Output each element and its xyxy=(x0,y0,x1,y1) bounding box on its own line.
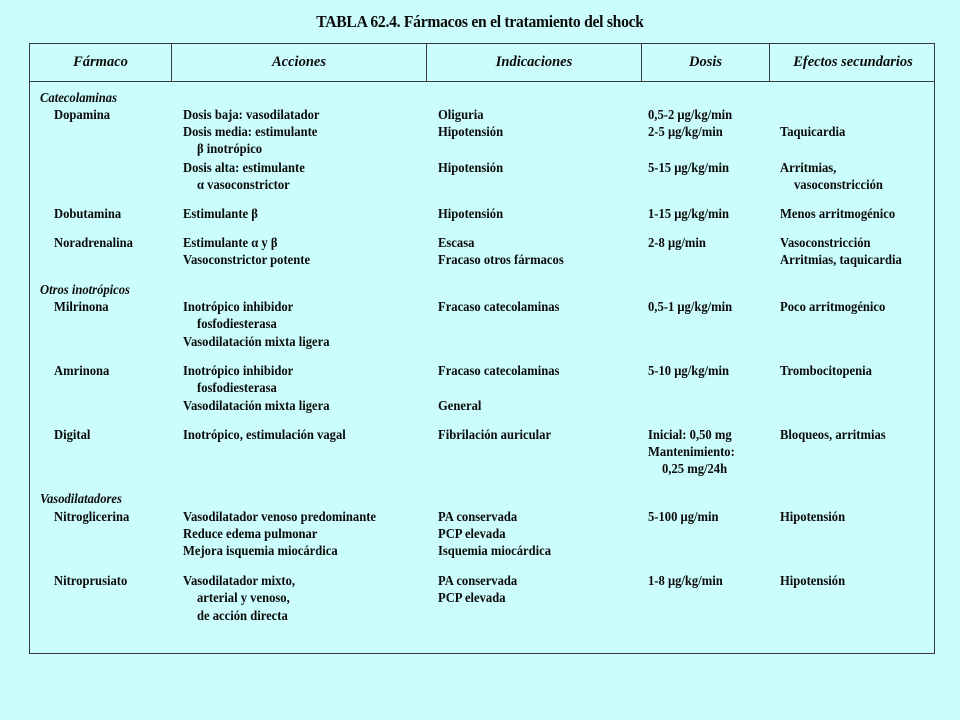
dose-text: Inicial: 0,50 mg xyxy=(648,428,732,443)
indication-text: PCP elevada xyxy=(438,591,506,606)
dose-text: 2-8 μg/min xyxy=(648,236,706,251)
action-text: Vasodilatador mixto, xyxy=(183,574,296,589)
indication-text: Hipotensión xyxy=(438,125,504,140)
drug-name: Nitroglicerina xyxy=(54,510,130,525)
indication-text: Fracaso catecolaminas xyxy=(438,364,560,379)
drug-name: Milrinona xyxy=(54,300,109,315)
action-text: Dosis alta: estimulante xyxy=(183,161,305,176)
dose-text: 2-5 μg/kg/min xyxy=(648,125,723,140)
indication-text: PA conservada xyxy=(438,574,518,589)
drug-name: Digital xyxy=(54,428,91,443)
action-text: Vasoconstrictor potente xyxy=(183,253,311,268)
header-indicaciones: Indicaciones xyxy=(427,44,642,81)
indication-text: Fracaso otros fármacos xyxy=(438,253,564,268)
side-effect-text: Hipotensión xyxy=(780,574,846,589)
side-effect-text: Menos arritmogénico xyxy=(780,207,896,222)
indication-text: Fibrilación auricular xyxy=(438,428,552,443)
drug-name: Dopamina xyxy=(54,108,111,123)
action-text: β inotrópico xyxy=(197,142,263,157)
action-text: Inotrópico inhibidor xyxy=(183,300,294,315)
dose-text: 0,5-1 μg/kg/min xyxy=(648,300,733,315)
side-effect-text: Poco arritmogénico xyxy=(780,300,886,315)
side-effect-text: Taquicardia xyxy=(780,125,846,140)
header-efectos: Efectos secundarios xyxy=(793,54,913,70)
dose-text: 1-15 μg/kg/min xyxy=(648,207,730,222)
action-text: fosfodiesterasa xyxy=(197,381,277,396)
action-text: Estimulante α y β xyxy=(183,236,278,251)
side-effect-text: Arritmias, taquicardia xyxy=(780,253,902,268)
action-text: arterial y venoso, xyxy=(197,591,290,606)
action-text: Estimulante β xyxy=(183,207,258,222)
dose-text: 0,5-2 μg/kg/min xyxy=(648,108,733,123)
action-text: Inotrópico, estimulación vagal xyxy=(183,428,346,443)
side-effect-text: Vasoconstricción xyxy=(780,236,871,251)
category-label: Catecolaminas xyxy=(40,91,118,106)
indication-text: Isquemia miocárdica xyxy=(438,544,552,559)
category-label: Otros inotrópicos xyxy=(40,283,130,298)
dose-text: 5-100 μg/min xyxy=(648,510,719,525)
header-farmaco: Fármaco xyxy=(30,44,172,81)
side-effect-text: Arritmias, xyxy=(780,161,837,176)
indication-text: Oliguria xyxy=(438,108,484,123)
dose-text: 5-15 μg/kg/min xyxy=(648,161,730,176)
side-effect-text: vasoconstricción xyxy=(794,178,883,193)
action-text: Mejora isquemia miocárdica xyxy=(183,544,338,559)
dose-text: Mantenimiento: xyxy=(648,445,735,460)
action-text: Dosis baja: vasodilatador xyxy=(183,108,320,123)
indication-text: General xyxy=(438,399,482,414)
table-title: TABLA 62.4. Fármacos en el tratamiento del shock xyxy=(316,12,644,31)
dose-text: 1-8 μg/kg/min xyxy=(648,574,723,589)
indication-text: Escasa xyxy=(438,236,475,251)
indication-text: PCP elevada xyxy=(438,527,506,542)
indication-text: Hipotensión xyxy=(438,161,504,176)
action-text: Dosis media: estimulante xyxy=(183,125,318,140)
drug-table xyxy=(29,43,935,654)
table-header xyxy=(30,44,934,82)
dose-text: 0,25 mg/24h xyxy=(662,462,728,477)
category-label: Vasodilatadores xyxy=(40,492,122,507)
header-acciones: Acciones xyxy=(172,44,427,81)
side-effect-text: Trombocitopenia xyxy=(780,364,872,379)
drug-name: Dobutamina xyxy=(54,207,122,222)
action-text: Vasodilatación mixta ligera xyxy=(183,399,330,414)
drug-name: Nitroprusiato xyxy=(54,574,128,589)
action-text: Vasodilatador venoso predominante xyxy=(183,510,377,525)
drug-name: Noradrenalina xyxy=(54,236,133,251)
action-text: Vasodilatación mixta ligera xyxy=(183,335,330,350)
action-text: fosfodiesterasa xyxy=(197,317,277,332)
drug-name: Amrinona xyxy=(54,364,110,379)
indication-text: Fracaso catecolaminas xyxy=(438,300,560,315)
action-text: Inotrópico inhibidor xyxy=(183,364,294,379)
indication-text: PA conservada xyxy=(438,510,518,525)
action-text: de acción directa xyxy=(197,609,288,624)
side-effect-text: Bloqueos, arritmias xyxy=(780,428,886,443)
action-text: α vasoconstrictor xyxy=(197,178,290,193)
dose-text: 5-10 μg/kg/min xyxy=(648,364,730,379)
header-dosis: Dosis xyxy=(642,44,770,81)
action-text: Reduce edema pulmonar xyxy=(183,527,318,542)
indication-text: Hipotensión xyxy=(438,207,504,222)
side-effect-text: Hipotensión xyxy=(780,510,846,525)
